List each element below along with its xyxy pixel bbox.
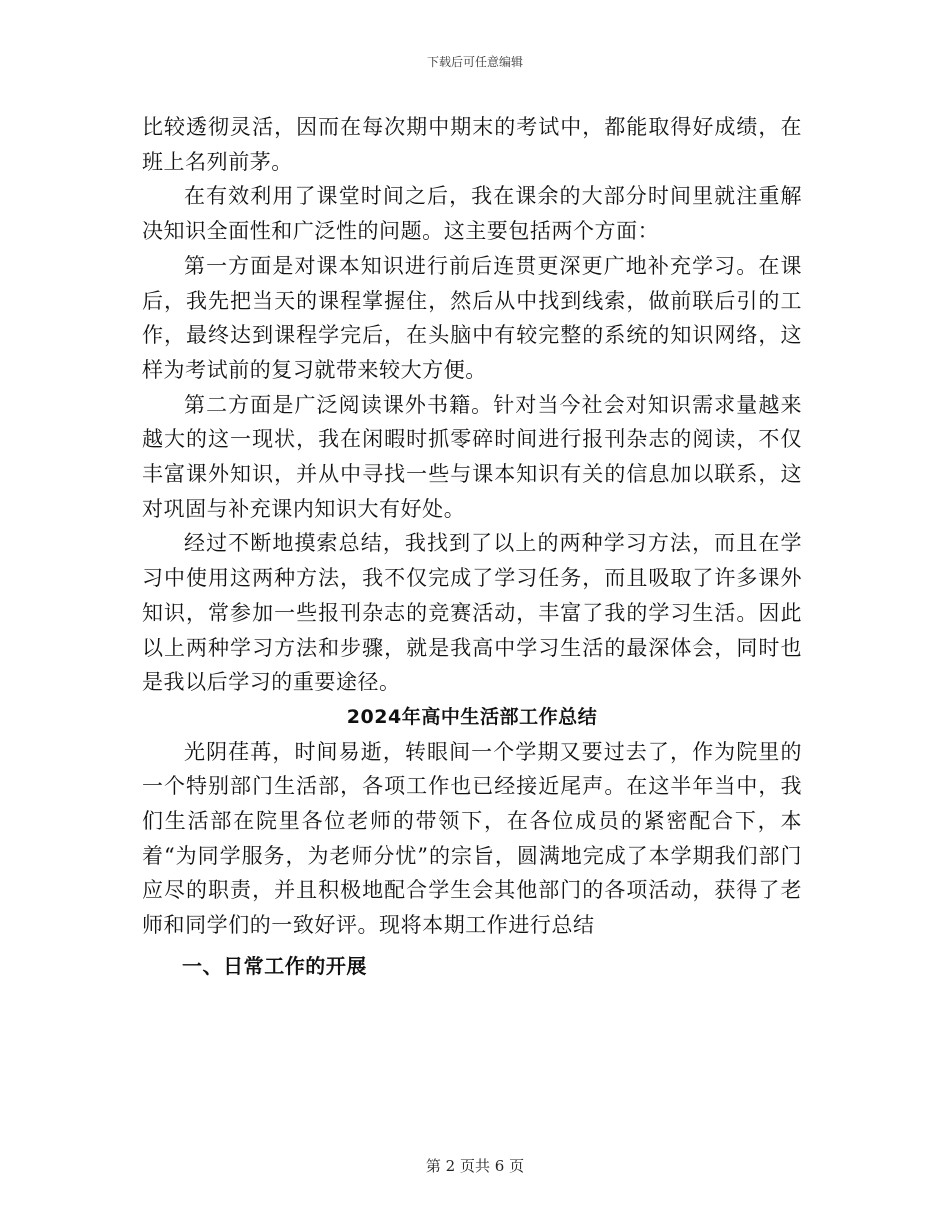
- section-title: 2024年高中生活部工作总结: [346, 705, 598, 728]
- paragraph: 光阴荏苒，时间易逝，转眼间一个学期又要过去了，作为院里的一个特别部门生活部，各项工作也已经接近尾声。在这半年当中，我们生活部在院里各位老师的带领下，在各位成员的紧密配合下，本着“为同学服务，为老师分忧”的宗旨，圆满地完成了本学期我们部门应尽的职责，并且积极地配合学生会其他部门的各项活动，获得了老师和同学们的一致好评。现将本期工作进行总结: [142, 739, 802, 938]
- paragraph: 第二方面是广泛阅读课外书籍。针对当今社会对知识需求量越来越大的这一现状，我在闲暇时抓零碎时间进行报刊杂志的阅读，不仅丰富课外知识，并从中寻找一些与课本知识有关的信息加以联系，这对巩固与补充课内知识大有好处。: [142, 392, 802, 521]
- document-body: [142, 110, 802, 984]
- paragraph-continued: 比较透彻灵活，因而在每次期中期末的考试中，都能取得好成绩，在班上名列前茅。: [142, 115, 802, 174]
- paragraph: 经过不断地摸索总结，我找到了以上的两种学习方法，而且在学习中使用这两种方法，我不仅完成了学习任务，而且吸取了许多课外知识，常参加一些报刊杂志的竞赛活动，丰富了我的学习生活。因此以上两种学习方法和步骤，就是我高中学习生活的最深体会，同时也是我以后学习的重要途径。: [142, 531, 802, 695]
- page-footer: 第 2 页共 6 页: [425, 1157, 525, 1175]
- paragraph: 第一方面是对课本知识进行前后连贯更深更广地补充学习。在课后，我先把当天的课程掌握住，然后从中找到线索，做前联后引的工作，最终达到课程学完后，在头脑中有较完整的系统的知识网络，这样为考试前的复习就带来较大方便。: [142, 253, 802, 382]
- subsection-heading: 一、日常工作的开展: [182, 953, 367, 978]
- page-header: 下载后可任意编辑: [426, 55, 523, 69]
- paragraph: 在有效利用了课堂时间之后，我在课余的大部分时间里就注重解决知识全面性和广泛性的问题。这主要包括两个方面：: [142, 184, 802, 244]
